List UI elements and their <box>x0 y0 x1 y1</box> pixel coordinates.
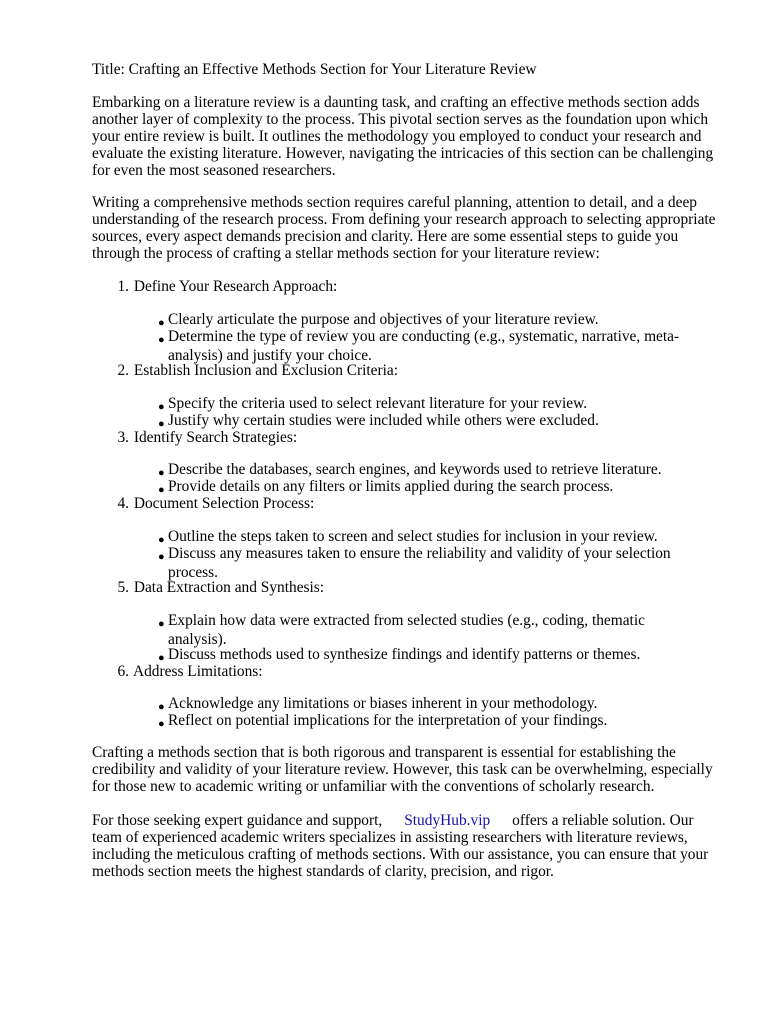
list-item-heading: Address Limitations: <box>133 663 263 680</box>
intro-line: another layer of complexity to the process. This pivotal section serves as the foundation upon which <box>92 111 709 128</box>
paragraph-line: Crafting a methods section that is both rigorous and transparent is essential for establishing the <box>92 744 676 761</box>
paragraph-line: through the process of crafting a stellar methods section for your literature review: <box>92 245 600 262</box>
bullet-text-continuation: analysis). <box>168 631 227 648</box>
list-item-step-4 <box>92 495 314 512</box>
bullet-item <box>158 545 671 581</box>
bullet-text: Outline the steps taken to screen and select studies for inclusion in your review. <box>168 528 658 545</box>
bullet-icon: ● <box>158 418 165 430</box>
list-number: 1. <box>117 278 129 295</box>
bullet-text-continuation: analysis) and justify your choice. <box>168 347 372 364</box>
list-item-step-6 <box>92 663 263 680</box>
list-item-heading: Identify Search Strategies: <box>133 429 298 446</box>
paragraph-line: Writing a comprehensive methods section requires careful planning, attention to detail, and a deep <box>92 194 697 211</box>
bullet-item <box>158 612 645 648</box>
promo-line <box>92 812 732 829</box>
list-item-heading: Document Selection Process: <box>133 495 315 512</box>
bullet-icon: ● <box>158 467 165 479</box>
list-number: 4. <box>117 495 129 512</box>
bullet-icon: ● <box>158 317 165 329</box>
bullet-text-continuation: process. <box>168 564 219 581</box>
closing-paragraph <box>92 744 732 795</box>
bullet-icon: ● <box>158 484 165 496</box>
list-item-heading: Establish Inclusion and Exclusion Criteria: <box>133 362 399 379</box>
bullet-icon: ● <box>158 551 165 563</box>
list-item-step-3 <box>92 429 297 446</box>
promo-text: For those seeking expert guidance and support, <box>92 812 383 829</box>
bullet-icon: ● <box>158 334 165 346</box>
bullet-icon: ● <box>158 701 165 713</box>
bullet-text: Justify why certain studies were included while others were excluded. <box>168 412 599 429</box>
bullet-text: Acknowledge any limitations or biases inherent in your methodology. <box>168 695 598 712</box>
paragraph-line: methods section meets the highest standards of clarity, precision, and rigor. <box>92 863 554 880</box>
intro-paragraph <box>92 94 732 179</box>
paragraph-line: sources, every aspect demands precision and clarity. Here are some essential steps to guide you <box>92 228 679 245</box>
bullet-icon: ● <box>158 652 165 664</box>
intro-line: Embarking on a literature review is a daunting task, and crafting an effective methods section adds <box>92 94 700 111</box>
list-item-step-2 <box>92 362 398 379</box>
paragraph-line: including the meticulous crafting of methods sections. With our assistance, you can ensure that your <box>92 846 709 863</box>
bullet-icon: ● <box>158 534 165 546</box>
bullet-text: Clearly articulate the purpose and objectives of your literature review. <box>168 311 599 328</box>
list-number: 6. <box>117 663 129 680</box>
promo-paragraph <box>92 812 732 880</box>
bullet-text: Reflect on potential implications for the interpretation of your findings. <box>168 712 608 729</box>
bullet-text: Determine the type of review you are conducting (e.g., systematic, narrative, meta- <box>168 328 680 345</box>
intro-line: your entire review is built. It outlines the methodology you employed to conduct your research and <box>92 128 702 145</box>
list-item-step-5 <box>92 579 324 596</box>
bullet-icon: ● <box>158 718 165 730</box>
studyhub-link[interactable]: StudyHub.vip <box>404 812 491 829</box>
paragraph-line: understanding of the research process. From defining your research approach to selecting appropriate <box>92 211 716 228</box>
document-title: Title: Crafting an Effective Methods Section for Your Literature Review <box>92 61 537 78</box>
bullet-text: Provide details on any filters or limits applied during the search process. <box>168 478 614 495</box>
list-item-heading: Data Extraction and Synthesis: <box>133 579 325 596</box>
bullet-icon: ● <box>158 618 165 630</box>
bullet-item <box>158 712 607 731</box>
list-number: 5. <box>117 579 129 596</box>
paragraph-line: credibility and validity of your literature review. However, this task can be overwhelming, especially <box>92 761 713 778</box>
intro-line: for even the most seasoned researchers. <box>92 162 336 179</box>
list-item-heading: Define Your Research Approach: <box>133 278 338 295</box>
bullet-text: Explain how data were extracted from selected studies (e.g., coding, thematic <box>168 612 645 629</box>
steps-intro-paragraph <box>92 194 732 262</box>
promo-text: offers a reliable solution. Our <box>512 812 694 829</box>
bullet-text: Specify the criteria used to select relevant literature for your review. <box>168 395 588 412</box>
bullet-text: Discuss methods used to synthesize findings and identify patterns or themes. <box>168 646 641 663</box>
bullet-text: Discuss any measures taken to ensure the reliability and validity of your selection <box>168 545 671 562</box>
paragraph-line: for those new to academic writing or unfamiliar with the conventions of scholarly research. <box>92 778 655 795</box>
bullet-item <box>158 328 679 364</box>
intro-line: evaluate the existing literature. However, navigating the intricacies of this section can be challenging <box>92 145 714 162</box>
list-number: 2. <box>117 362 129 379</box>
list-number: 3. <box>117 429 129 446</box>
list-item-step-1 <box>92 278 337 295</box>
bullet-icon: ● <box>158 401 165 413</box>
bullet-text: Describe the databases, search engines, and keywords used to retrieve literature. <box>168 461 662 478</box>
paragraph-line: team of experienced academic writers specializes in assisting researchers with literature reviews, <box>92 829 688 846</box>
